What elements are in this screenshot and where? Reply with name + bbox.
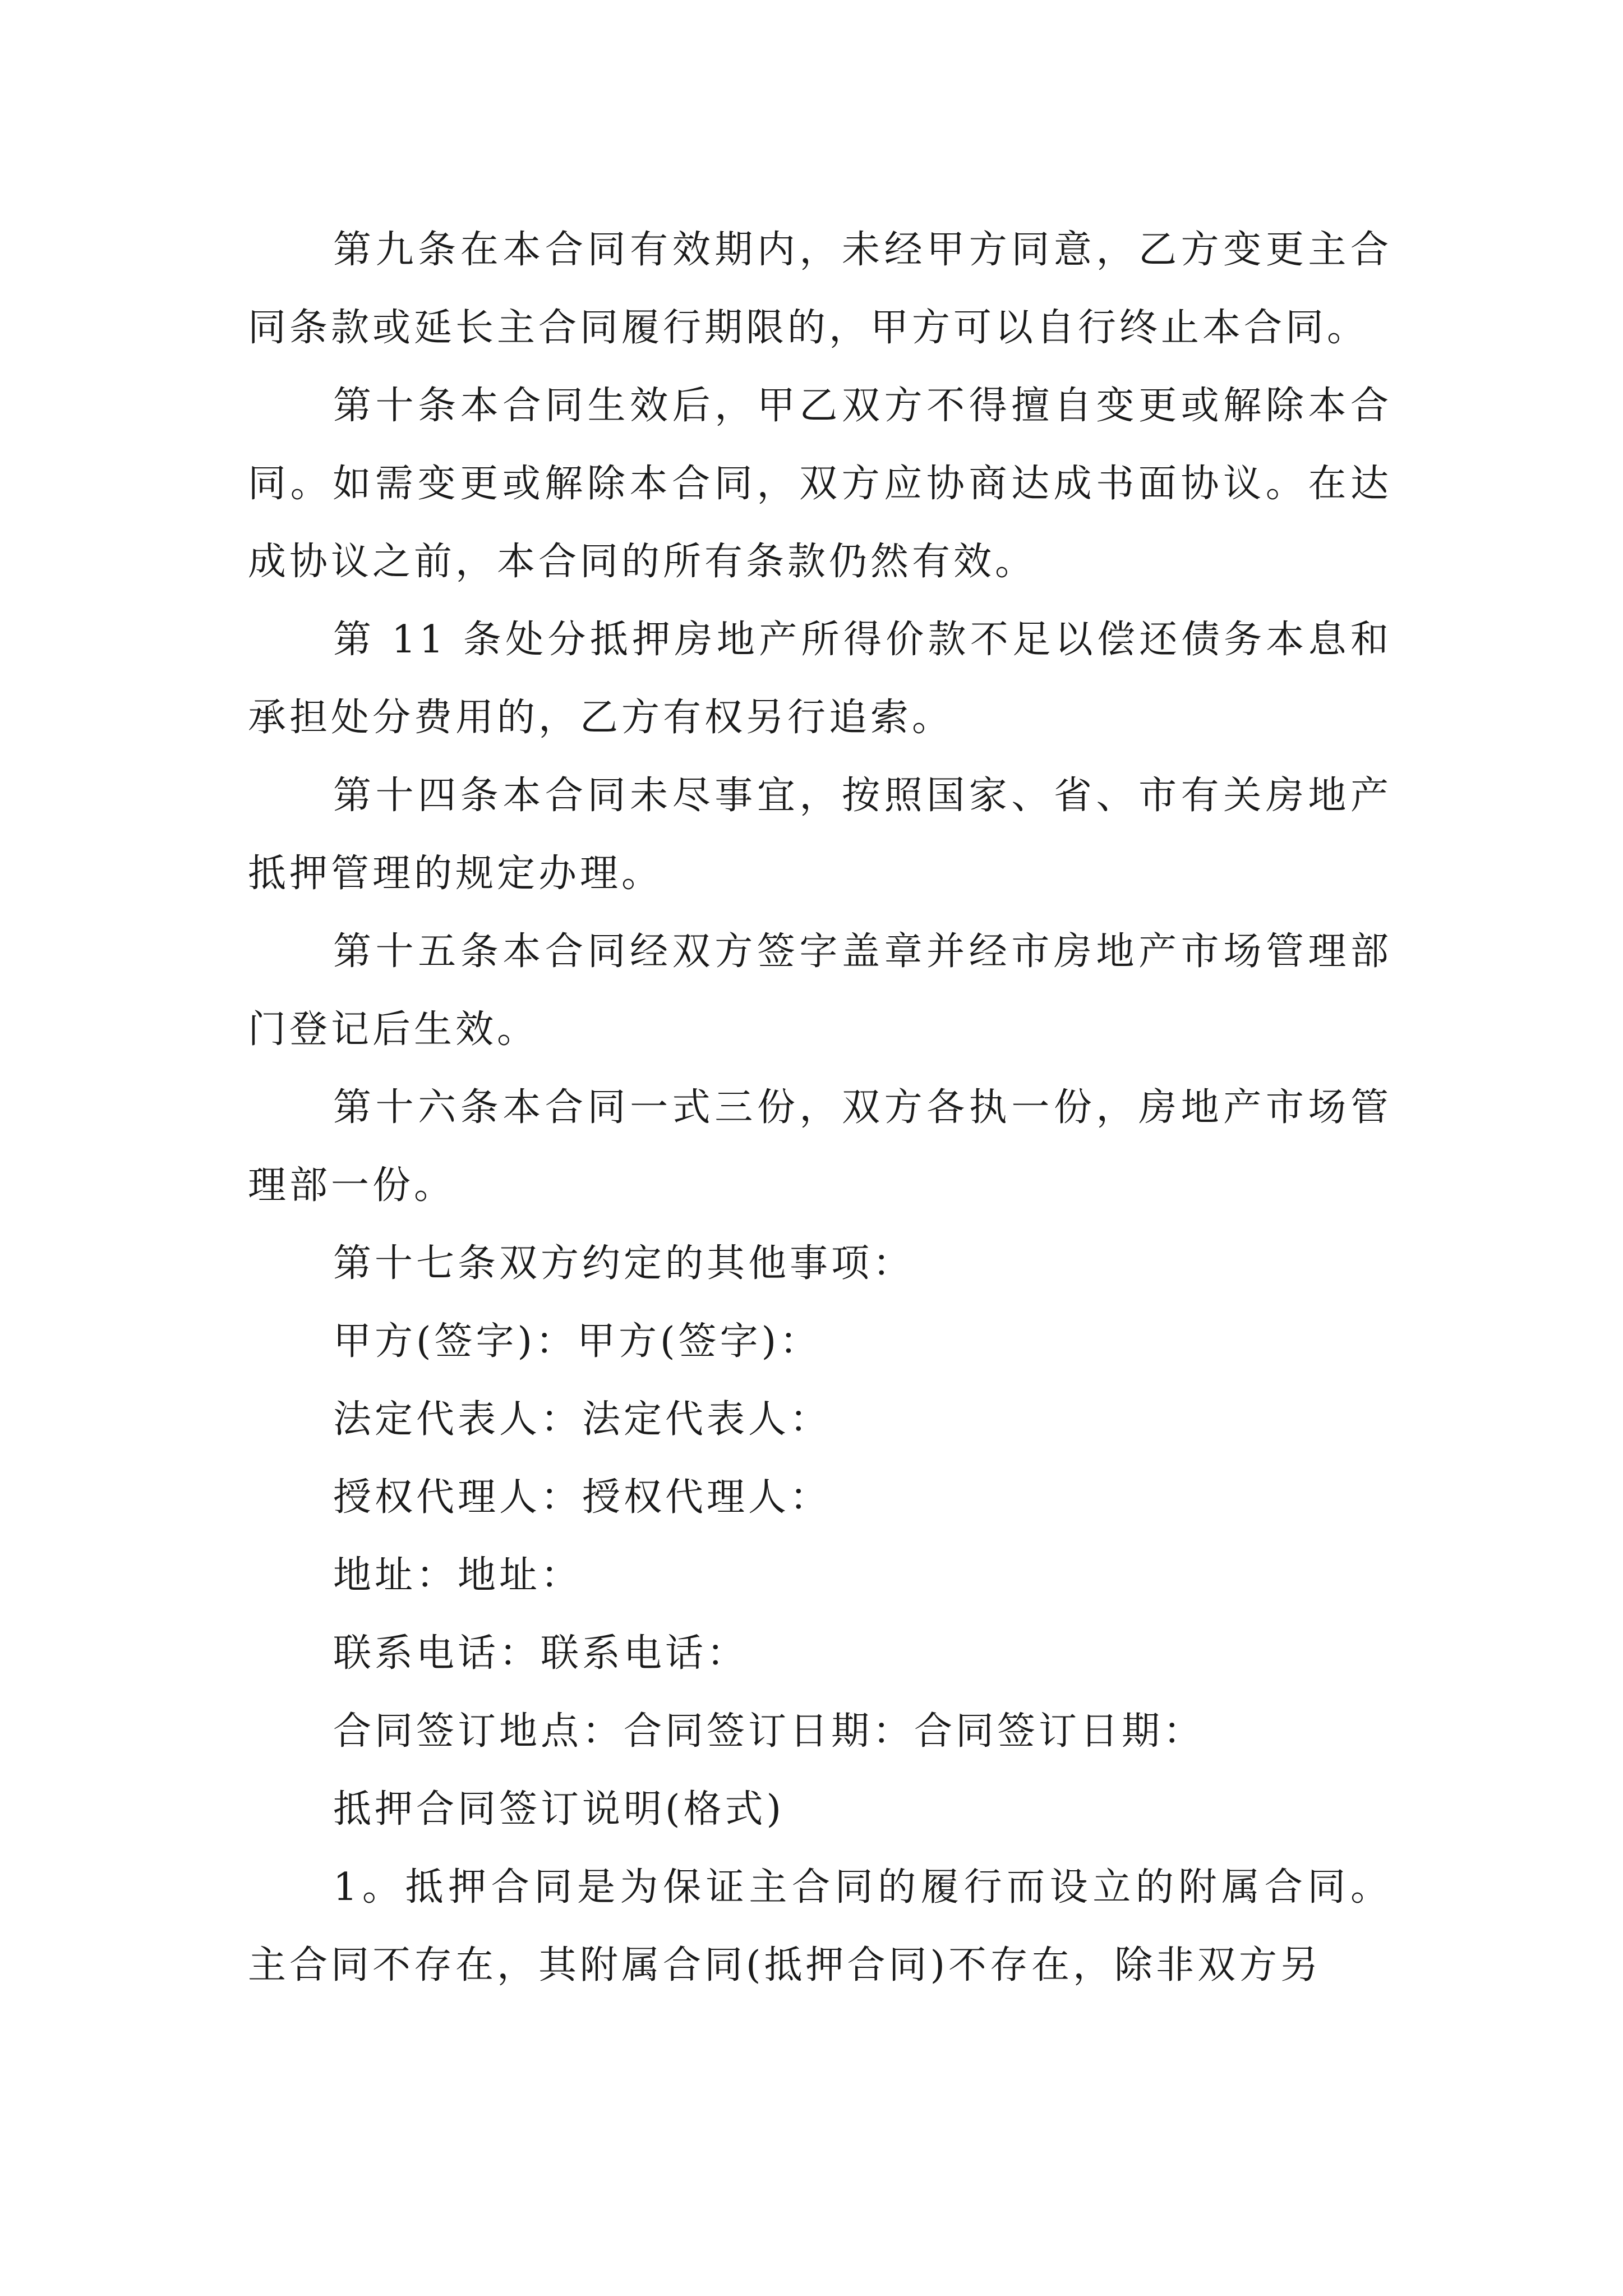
section-heading-instructions: 抵押合同签订说明(格式) bbox=[333, 1787, 785, 1832]
paragraph-instruction-1: 1。抵押合同是为保证主合同的履行而设立的附属合同。主合同不存在，其附属合同(抵押合同)不存在，除非双方另 bbox=[248, 1865, 1392, 1987]
signature-line-legal-rep: 法定代表人：法定代表人： bbox=[333, 1397, 832, 1442]
paragraph-article-11: 第 11 条处分抵押房地产所得价款不足以偿还债务本息和承担处分费用的，乙方有权另行追索。 bbox=[248, 618, 1392, 740]
paragraph-article-9: 第九条在本合同有效期内，未经甲方同意，乙方变更主合同条款或延长主合同履行期限的，甲方可以自行终止本合同。 bbox=[248, 228, 1392, 350]
signature-line-agent: 授权代理人：授权代理人： bbox=[333, 1475, 832, 1520]
paragraph-article-14: 第十四条本合同未尽事宜，按照国家、省、市有关房地产抵押管理的规定办理。 bbox=[248, 774, 1392, 896]
signature-line-address: 地址：地址： bbox=[333, 1553, 583, 1598]
paragraph-article-15: 第十五条本合同经双方签字盖章并经市房地产市场管理部门登记后生效。 bbox=[248, 930, 1392, 1052]
signature-line-party: 甲方(签字)：甲方(签字)： bbox=[333, 1319, 822, 1364]
paragraph-article-17: 第十七条双方约定的其他事项： bbox=[333, 1241, 915, 1286]
paragraph-article-16: 第十六条本合同一式三份，双方各执一份，房地产市场管理部一份。 bbox=[248, 1085, 1392, 1208]
paragraph-article-10: 第十条本合同生效后，甲乙双方不得擅自变更或解除本合同。如需变更或解除本合同，双方应协商达成书面协议。在达成协议之前，本合同的所有条款仍然有效。 bbox=[248, 384, 1392, 584]
document-body bbox=[248, 211, 1392, 2004]
signature-line-phone: 联系电话：联系电话： bbox=[333, 1631, 749, 1676]
signature-line-place-date: 合同签订地点：合同签订日期：合同签订日期： bbox=[333, 1709, 1205, 1754]
